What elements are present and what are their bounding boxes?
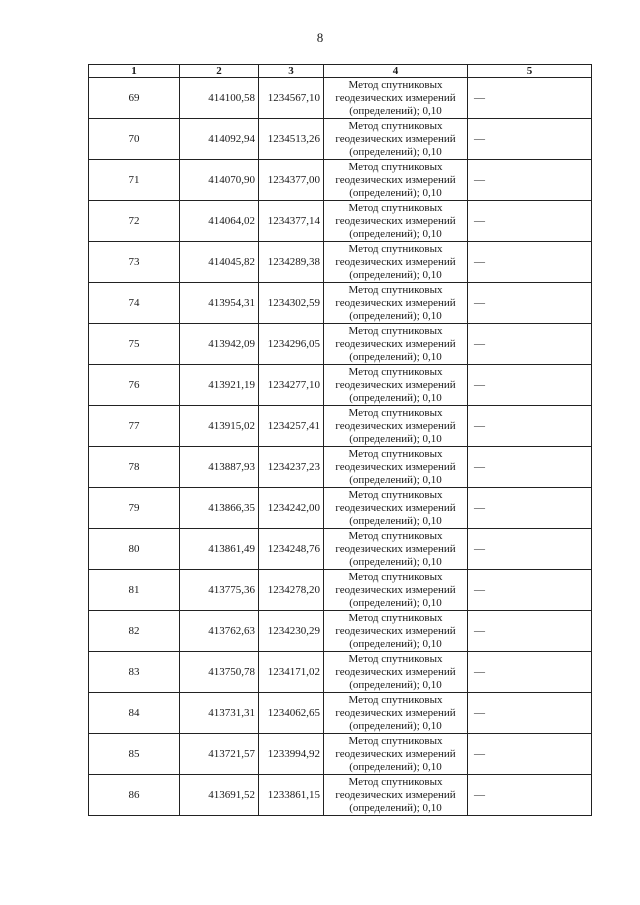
table-row: [89, 78, 592, 119]
note-dash: —: [468, 693, 592, 734]
method-line: геодезических измерений: [335, 255, 456, 268]
method-line: геодезических измерений: [335, 624, 456, 637]
table-row: [89, 652, 592, 693]
coordinate-y: 1234278,20: [259, 570, 324, 611]
table-row: [89, 201, 592, 242]
method-cell: [324, 283, 468, 324]
table-row: [89, 611, 592, 652]
method-line: геодезических измерений: [335, 501, 456, 514]
method-cell: [324, 570, 468, 611]
column-header-2: 2: [180, 65, 259, 78]
note-dash: —: [468, 611, 592, 652]
coordinate-x: 413942,09: [180, 324, 259, 365]
method-cell: [324, 611, 468, 652]
column-header-3: 3: [259, 65, 324, 78]
note-dash: —: [468, 160, 592, 201]
table-body: [89, 78, 592, 816]
method-line: (определений); 0,10: [349, 145, 442, 158]
note-dash: —: [468, 365, 592, 406]
method-line: Метод спутниковых: [348, 119, 443, 132]
coordinate-x: 413775,36: [180, 570, 259, 611]
method-cell: [324, 693, 468, 734]
method-line: Метод спутниковых: [348, 283, 443, 296]
method-line: геодезических измерений: [335, 296, 456, 309]
method-line: (определений); 0,10: [349, 801, 442, 814]
coordinate-x: 414064,02: [180, 201, 259, 242]
method-line: геодезических измерений: [335, 583, 456, 596]
method-line: Метод спутниковых: [348, 570, 443, 583]
method-cell: [324, 652, 468, 693]
point-number: 73: [89, 242, 180, 283]
method-line: геодезических измерений: [335, 337, 456, 350]
method-line: (определений); 0,10: [349, 391, 442, 404]
method-line: Метод спутниковых: [348, 365, 443, 378]
method-cell: [324, 324, 468, 365]
coordinate-y: 1234062,65: [259, 693, 324, 734]
method-line: геодезических измерений: [335, 747, 456, 760]
method-line: геодезических измерений: [335, 788, 456, 801]
method-cell: [324, 365, 468, 406]
note-dash: —: [468, 488, 592, 529]
method-cell: [324, 775, 468, 816]
table-row: [89, 734, 592, 775]
method-cell: [324, 529, 468, 570]
table-row: [89, 119, 592, 160]
method-line: геодезических измерений: [335, 214, 456, 227]
coordinate-x: 414092,94: [180, 119, 259, 160]
note-dash: —: [468, 734, 592, 775]
method-cell: [324, 242, 468, 283]
coordinate-y: 1234277,10: [259, 365, 324, 406]
note-dash: —: [468, 242, 592, 283]
method-line: Метод спутниковых: [348, 160, 443, 173]
method-cell: [324, 447, 468, 488]
method-cell: [324, 160, 468, 201]
coordinate-y: 1234513,26: [259, 119, 324, 160]
method-line: Метод спутниковых: [348, 78, 443, 91]
method-line: (определений); 0,10: [349, 432, 442, 445]
coordinate-x: 413866,35: [180, 488, 259, 529]
column-header-1: 1: [89, 65, 180, 78]
point-number: 75: [89, 324, 180, 365]
coordinate-y: 1234230,29: [259, 611, 324, 652]
method-line: (определений); 0,10: [349, 637, 442, 650]
coordinate-x: 414070,90: [180, 160, 259, 201]
point-number: 76: [89, 365, 180, 406]
point-number: 77: [89, 406, 180, 447]
method-line: (определений); 0,10: [349, 473, 442, 486]
table-row: [89, 775, 592, 816]
coordinate-y: 1234302,59: [259, 283, 324, 324]
coordinate-y: 1234242,00: [259, 488, 324, 529]
point-number: 86: [89, 775, 180, 816]
note-dash: —: [468, 324, 592, 365]
method-line: геодезических измерений: [335, 460, 456, 473]
method-line: (определений); 0,10: [349, 514, 442, 527]
point-number: 71: [89, 160, 180, 201]
coordinate-x: 414100,58: [180, 78, 259, 119]
point-number: 72: [89, 201, 180, 242]
table-row: [89, 242, 592, 283]
method-cell: [324, 406, 468, 447]
method-line: Метод спутниковых: [348, 652, 443, 665]
point-number: 70: [89, 119, 180, 160]
column-header-4: 4: [324, 65, 468, 78]
coordinate-y: 1234296,05: [259, 324, 324, 365]
coordinate-y: 1234248,76: [259, 529, 324, 570]
note-dash: —: [468, 652, 592, 693]
method-line: Метод спутниковых: [348, 324, 443, 337]
method-line: Метод спутниковых: [348, 775, 443, 788]
point-number: 79: [89, 488, 180, 529]
note-dash: —: [468, 201, 592, 242]
method-line: геодезических измерений: [335, 542, 456, 555]
coordinate-x: 413750,78: [180, 652, 259, 693]
method-line: (определений); 0,10: [349, 268, 442, 281]
method-line: Метод спутниковых: [348, 529, 443, 542]
point-number: 69: [89, 78, 180, 119]
coordinate-x: 414045,82: [180, 242, 259, 283]
table-row: [89, 283, 592, 324]
method-line: геодезических измерений: [335, 419, 456, 432]
table-row: [89, 406, 592, 447]
method-cell: [324, 488, 468, 529]
method-line: Метод спутниковых: [348, 242, 443, 255]
coordinate-y: 1234257,41: [259, 406, 324, 447]
method-line: (определений); 0,10: [349, 104, 442, 117]
coordinate-y: 1233994,92: [259, 734, 324, 775]
coordinate-y: 1234171,02: [259, 652, 324, 693]
coordinate-y: 1234377,14: [259, 201, 324, 242]
note-dash: —: [468, 570, 592, 611]
point-number: 85: [89, 734, 180, 775]
table-row: [89, 447, 592, 488]
coordinate-x: 413721,57: [180, 734, 259, 775]
method-line: (определений); 0,10: [349, 596, 442, 609]
table-row: [89, 529, 592, 570]
coordinate-y: 1233861,15: [259, 775, 324, 816]
method-line: (определений); 0,10: [349, 555, 442, 568]
point-number: 84: [89, 693, 180, 734]
column-header-5: 5: [468, 65, 592, 78]
coordinate-x: 413731,31: [180, 693, 259, 734]
note-dash: —: [468, 775, 592, 816]
coordinate-y: 1234377,00: [259, 160, 324, 201]
coordinate-x: 413861,49: [180, 529, 259, 570]
method-line: геодезических измерений: [335, 173, 456, 186]
method-line: геодезических измерений: [335, 706, 456, 719]
note-dash: —: [468, 119, 592, 160]
method-line: (определений); 0,10: [349, 760, 442, 773]
table-row: [89, 160, 592, 201]
method-line: (определений); 0,10: [349, 350, 442, 363]
coordinate-x: 413691,52: [180, 775, 259, 816]
method-line: (определений); 0,10: [349, 719, 442, 732]
method-line: Метод спутниковых: [348, 447, 443, 460]
coordinate-y: 1234289,38: [259, 242, 324, 283]
note-dash: —: [468, 78, 592, 119]
note-dash: —: [468, 447, 592, 488]
note-dash: —: [468, 529, 592, 570]
coordinate-y: 1234567,10: [259, 78, 324, 119]
method-line: Метод спутниковых: [348, 406, 443, 419]
table-row: [89, 693, 592, 734]
point-number: 83: [89, 652, 180, 693]
page-number: 8: [316, 30, 324, 45]
table-row: [89, 324, 592, 365]
coordinate-x: 413887,93: [180, 447, 259, 488]
point-number: 74: [89, 283, 180, 324]
coordinate-x: 413954,31: [180, 283, 259, 324]
method-line: Метод спутниковых: [348, 693, 443, 706]
coordinates-table: [88, 64, 592, 816]
method-line: (определений); 0,10: [349, 186, 442, 199]
method-line: (определений); 0,10: [349, 227, 442, 240]
point-number: 78: [89, 447, 180, 488]
coordinate-y: 1234237,23: [259, 447, 324, 488]
method-line: (определений); 0,10: [349, 309, 442, 322]
method-line: Метод спутниковых: [348, 734, 443, 747]
method-line: геодезических измерений: [335, 378, 456, 391]
method-line: геодезических измерений: [335, 665, 456, 678]
method-line: Метод спутниковых: [348, 201, 443, 214]
coordinate-x: 413762,63: [180, 611, 259, 652]
table-header-row: [89, 65, 592, 78]
method-line: геодезических измерений: [335, 132, 456, 145]
table-row: [89, 365, 592, 406]
method-line: Метод спутниковых: [348, 488, 443, 501]
point-number: 80: [89, 529, 180, 570]
method-cell: [324, 201, 468, 242]
table-row: [89, 570, 592, 611]
method-line: геодезических измерений: [335, 91, 456, 104]
method-line: Метод спутниковых: [348, 611, 443, 624]
method-cell: [324, 78, 468, 119]
note-dash: —: [468, 406, 592, 447]
method-cell: [324, 734, 468, 775]
method-cell: [324, 119, 468, 160]
method-line: (определений); 0,10: [349, 678, 442, 691]
coordinate-x: 413915,02: [180, 406, 259, 447]
point-number: 82: [89, 611, 180, 652]
table-row: [89, 488, 592, 529]
note-dash: —: [468, 283, 592, 324]
coordinate-x: 413921,19: [180, 365, 259, 406]
point-number: 81: [89, 570, 180, 611]
